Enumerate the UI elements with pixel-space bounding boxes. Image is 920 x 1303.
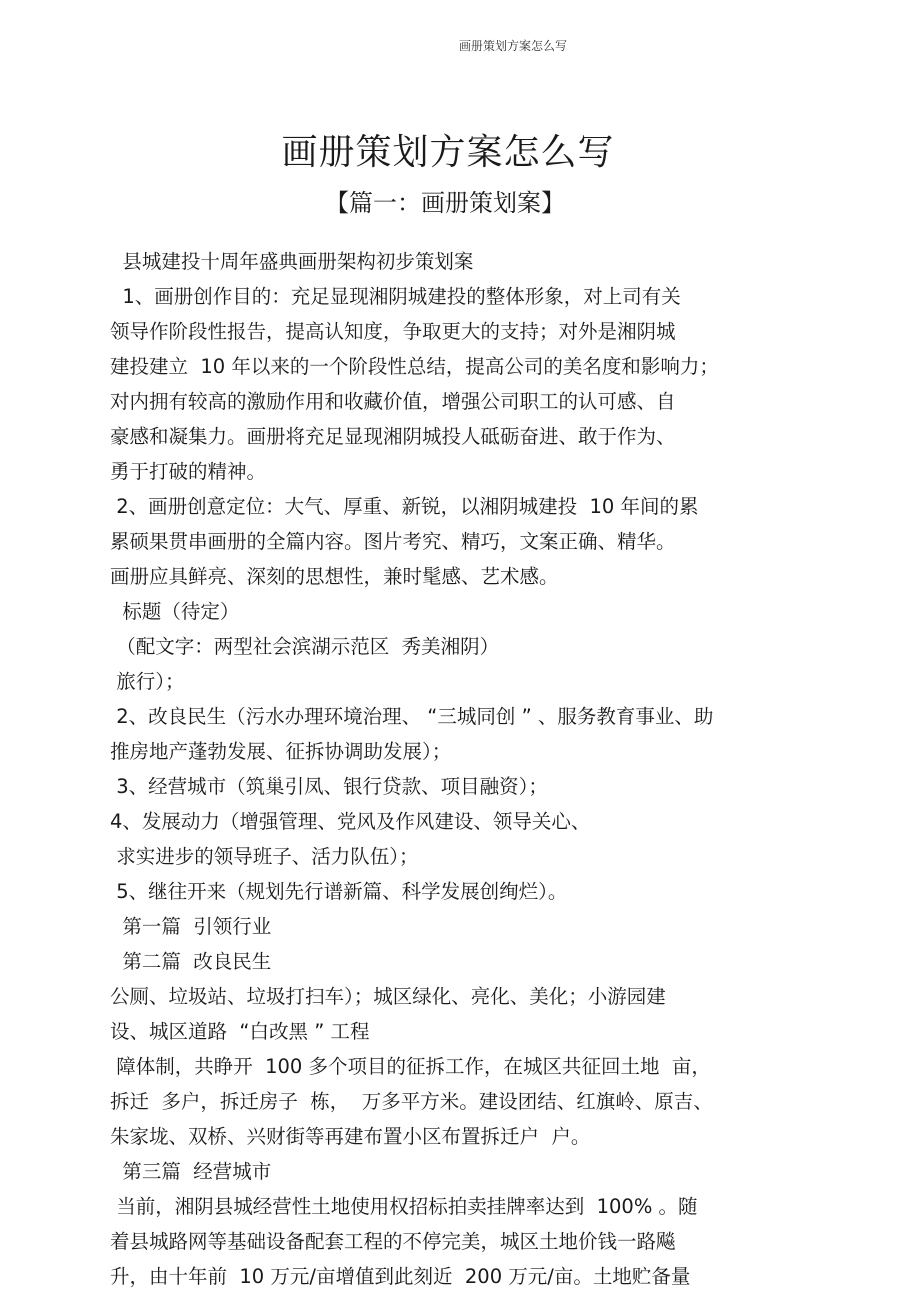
body-line: 2、画册创意定位：大气、厚重、新锐，以湘阴城建投 10 年间的累 xyxy=(110,495,699,518)
body-line: 对内拥有较高的激励作用和收藏价值，增强公司职工的认可感、自 xyxy=(110,390,676,413)
body-line: 3、经营城市（筑巢引凤、银行贷款、项目融资）； xyxy=(110,775,548,798)
body-line: 着县城路网等基础设备配套工程的不停完美，城区土地价钱一路飚 xyxy=(110,1230,676,1253)
body-line: 豪感和凝集力。画册将充足显现湘阴城投人砥砺奋进、敢于作为、 xyxy=(110,425,676,448)
body-line: 累硕果贯串画册的全篇内容。图片考究、精巧，文案正确、精华。 xyxy=(110,530,676,553)
body-line: 公厕、垃圾站、垃圾打扫车）；城区绿化、亮化、美化；小游园建 xyxy=(110,985,666,1008)
body-line: 标题（待定） xyxy=(110,600,240,623)
body-line: 第三篇 经营城市 xyxy=(110,1160,272,1183)
body-line: 拆迁 多户，拆迁房子 栋， 万多平方米。建设团结、红旗岭、原吉、 xyxy=(110,1090,713,1113)
body-line: 领导作阶段性报告，提高认知度，争取更大的支持；对外是湘阴城 xyxy=(110,320,676,343)
body-line: 2、改良民生（污水办理环境治理、 “三城同创 ” 、服务教育事业、助 xyxy=(110,705,714,728)
body-line: 旅行）； xyxy=(110,670,185,693)
body-line: 第一篇 引领行业 xyxy=(110,915,272,938)
section-title: 【篇一：画册策划案】 xyxy=(325,189,565,217)
body-line: 求实进步的领导班子、活力队伍）； xyxy=(110,845,419,868)
body-line: 推房地产蓬勃发展、征拆协调助发展）； xyxy=(110,740,452,763)
body-line: 设、城区道路 “白改黑 ” 工程 xyxy=(110,1020,370,1043)
body-line: 画册应具鲜亮、深刻的思想性，兼时髦感、艺术感。 xyxy=(110,565,559,588)
body-line: 1、画册创作目的：充足显现湘阴城建投的整体形象，对上司有关 xyxy=(110,285,681,308)
body-line: 升，由十年前 10 万元/亩增值到此刻近 200 万元/亩。土地贮备量 xyxy=(110,1265,691,1288)
document-body xyxy=(110,244,810,1294)
body-line: 朱家垅、双桥、兴财街等再建布置小区布置拆迁户 户。 xyxy=(110,1125,591,1148)
body-line: 障体制，共睁开 100 多个项目的征拆工作，在城区共征回土地 亩， xyxy=(110,1055,711,1078)
body-line: 第二篇 改良民生 xyxy=(110,950,272,973)
body-line: （配文字：两型社会滨湖示范区 秀美湘阴） xyxy=(110,635,500,658)
document-title: 画册策划方案怎么写 xyxy=(281,132,615,173)
body-line: 建投建立 10 年以来的一个阶段性总结，提高公司的美名度和影响力； xyxy=(110,355,719,378)
running-header: 画册策划方案怎么写 xyxy=(458,39,567,53)
body-line: 当前，湘阴县城经营性土地使用权招标拍卖挂牌率达到 100% 。随 xyxy=(110,1195,698,1218)
body-line: 4、发展动力（增强管理、党风及作风建设、领导关心、 xyxy=(110,810,591,833)
body-line: 5、继往开来（规划先行谱新篇、科学发展创绚烂）。 xyxy=(110,880,568,903)
body-line: 勇于打破的精神。 xyxy=(110,460,267,483)
body-line: 县城建投十周年盛典画册架构初步策划案 xyxy=(110,250,474,273)
